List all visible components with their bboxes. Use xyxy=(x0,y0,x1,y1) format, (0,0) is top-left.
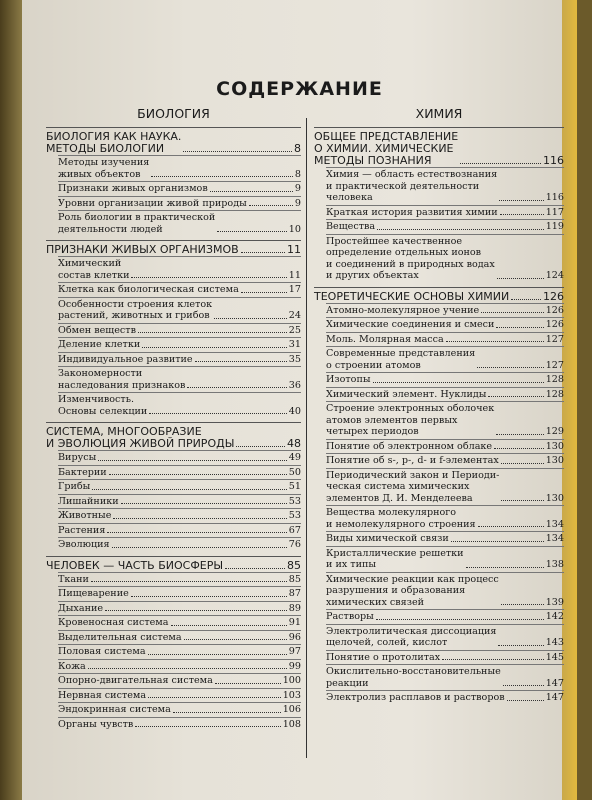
toc-entry-text: Виды химической связи xyxy=(326,533,449,544)
toc-entry-text: Понятие о протолитах xyxy=(326,651,441,663)
toc-entry[interactable] xyxy=(58,352,301,367)
toc-entry-text: Изотопы xyxy=(326,374,371,385)
page-number: 108 xyxy=(282,718,301,730)
page-number: 36 xyxy=(288,379,301,391)
page-number: 119 xyxy=(545,221,564,232)
dot-leader xyxy=(376,619,544,620)
toc-entry[interactable] xyxy=(58,523,301,538)
page-number: 117 xyxy=(545,206,564,218)
dot-leader xyxy=(173,712,281,713)
page-number: 9 xyxy=(294,197,301,209)
dot-leader xyxy=(236,446,285,447)
page-number: 124 xyxy=(545,270,564,281)
page-number: 8 xyxy=(294,142,301,155)
dot-leader xyxy=(377,229,544,230)
page-number: 126 xyxy=(543,289,564,303)
toc-entry-text: Вещества xyxy=(326,221,376,232)
toc-entry[interactable] xyxy=(58,196,301,211)
toc-entry[interactable] xyxy=(58,494,301,509)
page-number: 116 xyxy=(543,154,564,167)
toc-entry-text: Эндокринная система xyxy=(58,704,171,715)
dot-leader xyxy=(446,341,544,342)
toc-entry-text: Эволюция xyxy=(58,539,110,550)
column-heading-biology: БИОЛОГИЯ xyxy=(137,106,210,121)
toc-entry-text: Пищеварение xyxy=(58,588,129,599)
page-number: 85 xyxy=(287,558,301,572)
dot-leader xyxy=(500,214,544,215)
page-number: 49 xyxy=(288,452,301,463)
column-heading-chemistry: ХИМИЯ xyxy=(415,106,463,121)
toc-entry[interactable] xyxy=(326,346,564,372)
toc-entry[interactable] xyxy=(58,572,301,587)
toc-entry[interactable] xyxy=(326,234,564,283)
toc-entry[interactable] xyxy=(326,401,564,439)
toc-entry[interactable] xyxy=(326,650,564,665)
dot-leader xyxy=(241,252,285,253)
page-number: 10 xyxy=(288,223,301,235)
toc-entry-text: Клетка как биологическая система xyxy=(58,284,239,295)
toc-entry[interactable] xyxy=(326,167,564,205)
toc-entry-text: Растения xyxy=(58,524,106,536)
dot-leader xyxy=(131,277,286,278)
dot-leader xyxy=(225,568,285,569)
toc-entry-text: Химический состав клетки xyxy=(58,258,130,281)
toc-entry[interactable] xyxy=(58,601,301,616)
page-number: 129 xyxy=(545,426,564,437)
toc-entry[interactable] xyxy=(58,537,301,552)
dot-leader xyxy=(183,151,292,152)
biology-column xyxy=(46,106,301,731)
dot-leader xyxy=(507,700,544,701)
toc-entry[interactable] xyxy=(326,505,564,531)
page-number: 89 xyxy=(288,602,301,614)
toc-entry[interactable] xyxy=(326,531,564,546)
page-number: 139 xyxy=(545,596,564,608)
toc-entry[interactable] xyxy=(58,508,301,523)
page-edge xyxy=(562,0,577,800)
page-number: 31 xyxy=(288,339,301,350)
toc-entry-text: Нервная система xyxy=(58,689,147,701)
page-number: 67 xyxy=(288,524,301,536)
page-number: 35 xyxy=(288,353,301,365)
page-number: 127 xyxy=(545,359,564,371)
page-number: 96 xyxy=(288,631,301,643)
toc-entry-text: Кожа xyxy=(58,660,86,672)
toc-entry-text: Индивидуальное развитие xyxy=(58,353,193,365)
toc-entry[interactable] xyxy=(326,372,564,387)
toc-entry-text: Строение электронных оболочек атомов элементов первых четырех периодов xyxy=(326,403,495,437)
page-number: 130 xyxy=(545,455,564,466)
toc-entry-text: Кровеносная система xyxy=(58,617,169,628)
dot-leader xyxy=(501,604,544,605)
dot-leader xyxy=(499,200,543,201)
page-number: 87 xyxy=(288,588,301,599)
toc-entry-text: Вещества молекулярного и немолекулярного строения xyxy=(326,507,476,530)
toc-section[interactable] xyxy=(314,287,564,303)
toc-entry-text: Электролиз расплавов и растворов xyxy=(326,692,505,703)
toc-entry[interactable] xyxy=(326,205,564,220)
dot-leader xyxy=(184,639,287,640)
dot-leader xyxy=(501,463,544,464)
page-number: 85 xyxy=(288,573,301,585)
toc-entry-text: Атомно-молекулярное учение xyxy=(326,304,480,316)
page-number: 97 xyxy=(288,646,301,657)
toc-section[interactable] xyxy=(314,127,564,167)
column-divider xyxy=(306,118,307,758)
page-number: 103 xyxy=(282,689,301,701)
page-title: СОДЕРЖАНИЕ xyxy=(216,78,383,100)
page-number: 128 xyxy=(545,388,564,400)
toc-entry[interactable] xyxy=(326,303,564,318)
dot-leader xyxy=(107,532,286,533)
toc-entry-text: Закономерности наследования признаков xyxy=(58,368,186,391)
dot-leader xyxy=(496,327,543,328)
toc-entry[interactable] xyxy=(326,332,564,347)
dot-leader xyxy=(511,299,541,300)
toc-entry-text: Краткая история развития химии xyxy=(326,206,498,218)
toc-entry[interactable] xyxy=(58,282,301,297)
page-number: 9 xyxy=(294,183,301,194)
page-number: 128 xyxy=(545,374,564,385)
page-number: 147 xyxy=(545,677,564,689)
dot-leader xyxy=(148,654,287,655)
page-number: 106 xyxy=(282,704,301,715)
toc-section-text: ЧЕЛОВЕК — ЧАСТЬ БИОСФЕРЫ xyxy=(46,558,224,572)
toc-entry-text: Уровни организации живой природы xyxy=(58,197,247,209)
toc-entry-text: Грибы xyxy=(58,481,91,492)
dot-leader xyxy=(501,500,543,501)
dot-leader xyxy=(113,518,286,519)
toc-section-text: СИСТЕМА, МНОГООБРАЗИЕ И ЭВОЛЮЦИЯ ЖИВОЙ ПРИРОДЫ xyxy=(46,425,235,450)
toc-entry-text: Химические реакции как процесс разрушения и образования химических связей xyxy=(326,573,499,608)
contents-page xyxy=(22,0,577,800)
toc-entry-text: Понятие об электронном облаке xyxy=(326,440,493,452)
page-number: 11 xyxy=(287,243,301,256)
dot-leader xyxy=(497,278,544,279)
page-number: 53 xyxy=(288,510,301,521)
page-number: 8 xyxy=(294,168,301,180)
toc-entry[interactable] xyxy=(326,664,564,690)
page-number: 76 xyxy=(288,539,301,550)
toc-section[interactable] xyxy=(46,240,301,256)
page-number: 142 xyxy=(545,611,564,622)
toc-entry-text: Химический элемент. Нуклиды xyxy=(326,388,487,400)
toc-section[interactable] xyxy=(46,127,301,155)
page-number: 134 xyxy=(545,533,564,544)
toc-entry-text: Бактерии xyxy=(58,466,107,478)
dot-leader xyxy=(91,581,287,582)
toc-entry[interactable] xyxy=(58,323,301,338)
toc-entry-text: Вирусы xyxy=(58,452,97,463)
toc-entry-text: Кристаллические решетки и их типы xyxy=(326,547,464,570)
page-number: 48 xyxy=(287,437,301,450)
toc-section-text: ТЕОРЕТИЧЕСКИЕ ОСНОВЫ ХИМИИ xyxy=(314,289,510,303)
dot-leader xyxy=(121,503,287,504)
page-number: 53 xyxy=(288,495,301,507)
dot-leader xyxy=(171,625,287,626)
toc-entry[interactable] xyxy=(58,615,301,630)
dot-leader xyxy=(187,387,286,388)
toc-section[interactable] xyxy=(46,422,301,450)
dot-leader xyxy=(138,332,287,333)
toc-entry-text: Электролитическая диссоциация щелочей, солей, кислот xyxy=(326,625,497,648)
page-number: 127 xyxy=(545,333,564,345)
toc-entry[interactable] xyxy=(326,624,564,650)
page-number: 116 xyxy=(545,192,564,203)
page-number: 145 xyxy=(545,651,564,663)
toc-entry-text: Моль. Молярная масса xyxy=(326,333,444,345)
dot-leader xyxy=(215,683,281,684)
toc-entry-text: Половая система xyxy=(58,646,146,657)
toc-entry[interactable] xyxy=(58,155,301,181)
dot-leader xyxy=(149,413,287,414)
toc-entry[interactable] xyxy=(326,690,564,705)
toc-entry[interactable] xyxy=(326,317,564,332)
dot-leader xyxy=(249,205,293,206)
toc-entry[interactable] xyxy=(326,387,564,402)
toc-entry[interactable] xyxy=(58,659,301,674)
toc-entry-text: Выделительная система xyxy=(58,631,182,643)
dot-leader xyxy=(109,474,287,475)
dot-leader xyxy=(148,697,281,698)
toc-entry-text: Ткани xyxy=(58,573,89,585)
dot-leader xyxy=(503,685,544,686)
toc-entry[interactable] xyxy=(58,717,301,732)
toc-entry-text: Дыхание xyxy=(58,602,104,614)
toc-entry[interactable] xyxy=(58,479,301,494)
toc-entry[interactable] xyxy=(58,688,301,703)
page-number: 134 xyxy=(545,518,564,530)
toc-entry-text: Лишайники xyxy=(58,495,119,507)
toc-entry-text: Современные представления о строении атомов xyxy=(326,348,476,371)
dot-leader xyxy=(112,547,287,548)
toc-entry-text: Животные xyxy=(58,510,112,521)
toc-entry[interactable] xyxy=(58,392,301,418)
toc-entry[interactable] xyxy=(58,702,301,717)
dot-leader xyxy=(478,526,544,527)
toc-entry[interactable] xyxy=(326,609,564,624)
dot-leader xyxy=(442,659,544,660)
dot-leader xyxy=(131,596,287,597)
toc-entry-text: Периодический закон и Периоди- ческая система химических элементов Д. И. Менделеева xyxy=(326,469,500,504)
toc-entry-text: Особенности строения клеток растений, животных и грибов xyxy=(58,298,213,321)
toc-section-text: БИОЛОГИЯ КАК НАУКА. МЕТОДЫ БИОЛОГИИ xyxy=(46,130,182,155)
toc-entry-text: Опорно-двигательная система xyxy=(58,675,213,686)
toc-entry-text: Органы чувств xyxy=(58,718,134,730)
toc-entry[interactable] xyxy=(326,468,564,506)
toc-entry-text: Окислительно-восстановительные реакции xyxy=(326,666,501,689)
toc-entry[interactable] xyxy=(58,465,301,480)
dot-leader xyxy=(214,318,287,319)
toc-entry[interactable] xyxy=(58,630,301,645)
dot-leader xyxy=(451,541,544,542)
page-number: 143 xyxy=(545,637,564,648)
dot-leader xyxy=(494,448,544,449)
dot-leader xyxy=(241,292,287,293)
toc-entry-text: Химия — область естествознания и практической деятельности человека xyxy=(326,169,498,203)
dot-leader xyxy=(466,567,544,568)
dot-leader xyxy=(481,312,543,313)
dot-leader xyxy=(460,163,541,164)
dot-leader xyxy=(151,176,293,177)
toc-entry-text: Методы изучения живых объектов xyxy=(58,157,150,180)
page-number: 50 xyxy=(288,466,301,478)
dot-leader xyxy=(88,668,287,669)
dot-leader xyxy=(373,382,544,383)
toc-entry[interactable] xyxy=(58,210,301,236)
toc-entry-text: Деление клетки xyxy=(58,339,141,350)
page-number: 138 xyxy=(545,559,564,570)
toc-entry[interactable] xyxy=(326,572,564,610)
dot-leader xyxy=(98,460,287,461)
chemistry-column xyxy=(314,106,564,705)
page-number: 11 xyxy=(288,269,301,281)
toc-entry[interactable] xyxy=(326,219,564,234)
dot-leader xyxy=(496,434,543,435)
dot-leader xyxy=(105,610,287,611)
dot-leader xyxy=(195,361,287,362)
toc-entry-text: Обмен веществ xyxy=(58,324,136,336)
dot-leader xyxy=(210,191,293,192)
page-number: 25 xyxy=(288,324,301,336)
toc-entry-text: Растворы xyxy=(326,611,374,622)
page-number: 17 xyxy=(288,284,301,295)
toc-entry[interactable] xyxy=(326,453,564,468)
dot-leader xyxy=(135,726,280,727)
page-number: 40 xyxy=(288,405,301,417)
page-number: 99 xyxy=(288,660,301,672)
dot-leader xyxy=(488,396,543,397)
toc-entry[interactable] xyxy=(58,256,301,282)
page-number: 147 xyxy=(545,692,564,703)
dot-leader xyxy=(217,231,287,232)
toc-entry-text: Понятие об s-, p-, d- и f-элементах xyxy=(326,455,499,466)
toc-entry[interactable] xyxy=(326,546,564,572)
dot-leader xyxy=(142,347,287,348)
page-number: 130 xyxy=(545,492,564,504)
toc-entry-text: Роль биологии в практической деятельности людей xyxy=(58,212,216,235)
toc-entry[interactable] xyxy=(58,181,301,196)
dot-leader xyxy=(498,645,543,646)
toc-entry-text: Изменчивость. Основы селекции xyxy=(58,394,148,417)
page-number: 91 xyxy=(288,617,301,628)
toc-entry-text: Признаки живых организмов xyxy=(58,183,208,194)
toc-entry[interactable] xyxy=(58,586,301,601)
toc-entry[interactable] xyxy=(58,644,301,659)
toc-entry[interactable] xyxy=(58,673,301,688)
toc-entry[interactable] xyxy=(58,337,301,352)
page-number: 100 xyxy=(282,675,301,686)
toc-entry-text: Простейшее качественное определение отдельных ионов и соединений в природных водах и других объектах xyxy=(326,235,495,281)
toc-section-text: ПРИЗНАКИ ЖИВЫХ ОРГАНИЗМОВ xyxy=(46,243,239,256)
toc-entry[interactable] xyxy=(58,450,301,465)
page-number: 126 xyxy=(545,319,564,330)
toc-section[interactable] xyxy=(46,556,301,572)
page-number: 24 xyxy=(288,310,301,321)
page-number: 130 xyxy=(545,440,564,452)
book-spine xyxy=(0,0,22,800)
toc-entry[interactable] xyxy=(58,366,301,392)
dot-leader xyxy=(477,367,544,368)
toc-section-text: ОБЩЕЕ ПРЕДСТАВЛЕНИЕ О ХИМИИ. ХИМИЧЕСКИЕ МЕТОДЫ ПОЗНАНИЯ xyxy=(314,130,459,167)
page-number: 126 xyxy=(545,304,564,316)
dot-leader xyxy=(92,489,286,490)
page-number: 51 xyxy=(288,481,301,492)
toc-entry[interactable] xyxy=(326,439,564,454)
toc-entry[interactable] xyxy=(58,297,301,323)
toc-entry-text: Химические соединения и смеси xyxy=(326,319,495,330)
